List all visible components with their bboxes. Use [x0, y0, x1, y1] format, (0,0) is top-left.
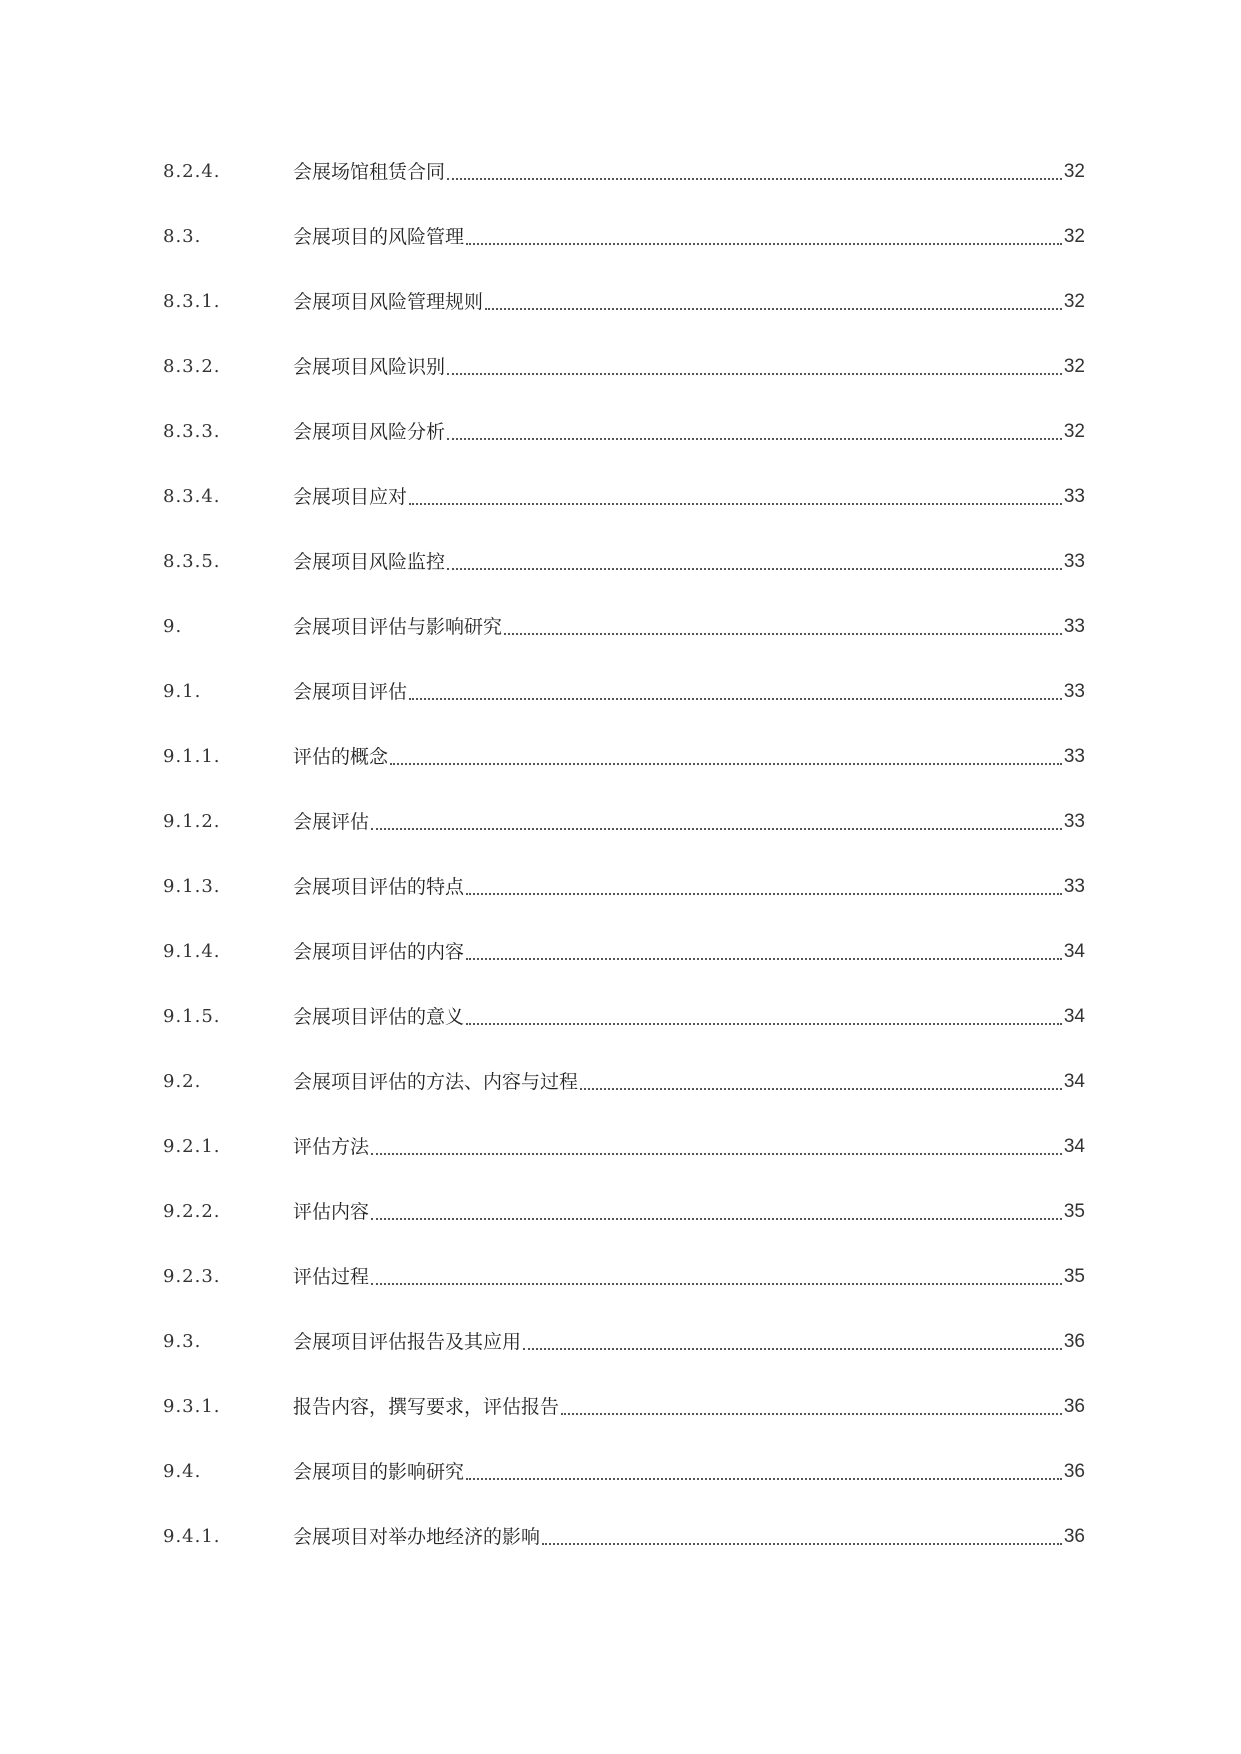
toc-dot-leader [504, 615, 1062, 635]
toc-entry[interactable] [163, 1005, 1085, 1070]
toc-entry-number: 9.2.1. [163, 1136, 221, 1157]
toc-dot-leader [561, 1395, 1062, 1415]
toc-entry-title: 会展项目风险管理规则 [293, 291, 484, 313]
toc-entry-title: 会展项目对举办地经济的影响 [293, 1526, 541, 1548]
toc-entry-title: 会展项目风险识别 [293, 356, 446, 378]
toc-dot-leader [447, 550, 1062, 570]
toc-entry[interactable] [163, 745, 1085, 810]
toc-entry-page: 34 [1063, 1071, 1085, 1092]
toc-entry[interactable] [163, 1395, 1085, 1460]
toc-entry-page: 35 [1063, 1201, 1085, 1222]
toc-entry-page: 35 [1063, 1266, 1085, 1287]
toc-entry[interactable] [163, 550, 1085, 615]
toc-entry[interactable] [163, 680, 1085, 745]
toc-entry-title: 会展项目的影响研究 [293, 1461, 465, 1483]
toc-entry-number: 9.1.4. [163, 941, 221, 962]
toc-dot-leader [466, 225, 1062, 245]
toc-entry-number: 9.2.2. [163, 1201, 221, 1222]
toc-entry-number: 8.3.2. [163, 356, 221, 377]
toc-dot-leader [523, 1330, 1062, 1350]
toc-entry-title: 会展项目评估的意义 [293, 1006, 465, 1028]
toc-dot-leader [466, 1005, 1062, 1025]
toc-entry-title: 会展项目的风险管理 [293, 226, 465, 248]
toc-entry[interactable] [163, 875, 1085, 940]
toc-entry-title: 会展项目评估与影响研究 [293, 616, 503, 638]
toc-entry-number: 8.3.1. [163, 291, 221, 312]
toc-entry-title: 评估的概念 [293, 746, 389, 768]
toc-entry-number: 8.2.4. [163, 161, 221, 182]
toc-entry[interactable] [163, 355, 1085, 420]
toc-entry-number: 8.3. [163, 226, 202, 247]
toc-entry-page: 36 [1063, 1396, 1085, 1417]
toc-entry-number: 9.1. [163, 681, 202, 702]
toc-entry-title: 会展项目风险分析 [293, 421, 446, 443]
toc-entry-number: 9.1.3. [163, 876, 221, 897]
toc-entry-title: 会展评估 [293, 811, 370, 833]
toc-entry[interactable] [163, 1265, 1085, 1330]
toc-entry[interactable] [163, 810, 1085, 875]
toc-entry-page: 34 [1063, 1136, 1085, 1157]
toc-entry-page: 33 [1063, 551, 1085, 572]
toc-entry-title: 会展项目评估 [293, 681, 408, 703]
toc-entry-number: 9.1.5. [163, 1006, 221, 1027]
toc-entry-number: 9.1.2. [163, 811, 221, 832]
toc-entry-title: 评估方法 [293, 1136, 370, 1158]
toc-entry-title: 会展项目应对 [293, 486, 408, 508]
toc-entry-title: 会展项目风险监控 [293, 551, 446, 573]
toc-dot-leader [409, 680, 1062, 700]
toc-entry-page: 32 [1063, 291, 1085, 312]
toc-entry[interactable] [163, 940, 1085, 1005]
toc-dot-leader [409, 485, 1062, 505]
toc-entry-number: 9. [163, 616, 183, 637]
toc-dot-leader [466, 940, 1062, 960]
toc-dot-leader [542, 1525, 1062, 1545]
toc-dot-leader [371, 1265, 1062, 1285]
toc-entry-page: 33 [1063, 616, 1085, 637]
toc-entry-number: 9.4. [163, 1461, 202, 1482]
toc-entry-number: 8.3.3. [163, 421, 221, 442]
toc-dot-leader [390, 745, 1062, 765]
toc-entry[interactable] [163, 1200, 1085, 1265]
toc-dot-leader [371, 810, 1062, 830]
toc-dot-leader [466, 1460, 1062, 1480]
toc-entry[interactable] [163, 1525, 1085, 1590]
toc-entry[interactable] [163, 485, 1085, 550]
toc-entry-page: 34 [1063, 941, 1085, 962]
toc-entry-number: 9.3.1. [163, 1396, 221, 1417]
toc-entry-page: 32 [1063, 226, 1085, 247]
toc-entry-page: 32 [1063, 161, 1085, 182]
toc-entry-number: 9.4.1. [163, 1526, 221, 1547]
toc-dot-leader [371, 1135, 1062, 1155]
toc-entry-page: 33 [1063, 486, 1085, 507]
toc-entry-title: 报告内容，撰写要求，评估报告 [293, 1396, 560, 1418]
toc-entry[interactable] [163, 1460, 1085, 1525]
toc-entry[interactable] [163, 290, 1085, 355]
toc-entry-number: 9.1.1. [163, 746, 221, 767]
toc-dot-leader [371, 1200, 1062, 1220]
toc-entry[interactable] [163, 420, 1085, 485]
toc-entry-title: 会展项目评估的方法、内容与过程 [293, 1071, 579, 1093]
toc-entry-page: 34 [1063, 1006, 1085, 1027]
toc-entry-number: 9.2.3. [163, 1266, 221, 1287]
toc-entry-page: 32 [1063, 421, 1085, 442]
toc-entry-number: 8.3.4. [163, 486, 221, 507]
table-of-contents [163, 160, 1085, 1590]
toc-entry-number: 9.3. [163, 1331, 202, 1352]
toc-dot-leader [447, 160, 1062, 180]
toc-dot-leader [485, 290, 1062, 310]
toc-entry-page: 33 [1063, 811, 1085, 832]
toc-entry-title: 会展项目评估的内容 [293, 941, 465, 963]
toc-entry-number: 8.3.5. [163, 551, 221, 572]
toc-entry[interactable] [163, 615, 1085, 680]
toc-entry[interactable] [163, 1135, 1085, 1200]
toc-dot-leader [447, 420, 1062, 440]
toc-entry-title: 会展项目评估的特点 [293, 876, 465, 898]
toc-entry[interactable] [163, 1070, 1085, 1135]
toc-entry-title: 评估过程 [293, 1266, 370, 1288]
toc-entry-page: 33 [1063, 876, 1085, 897]
toc-entry-number: 9.2. [163, 1071, 202, 1092]
toc-entry-page: 36 [1063, 1461, 1085, 1482]
toc-entry-page: 32 [1063, 356, 1085, 377]
toc-entry-page: 36 [1063, 1526, 1085, 1547]
toc-entry-title: 会展场馆租赁合同 [293, 161, 446, 183]
toc-entry-page: 36 [1063, 1331, 1085, 1352]
toc-entry[interactable] [163, 225, 1085, 290]
toc-dot-leader [466, 875, 1062, 895]
toc-entry[interactable] [163, 1330, 1085, 1395]
toc-entry-page: 33 [1063, 746, 1085, 767]
toc-dot-leader [580, 1070, 1062, 1090]
toc-entry[interactable] [163, 160, 1085, 225]
toc-entry-title: 会展项目评估报告及其应用 [293, 1331, 522, 1353]
toc-entry-title: 评估内容 [293, 1201, 370, 1223]
toc-entry-page: 33 [1063, 681, 1085, 702]
toc-dot-leader [447, 355, 1062, 375]
